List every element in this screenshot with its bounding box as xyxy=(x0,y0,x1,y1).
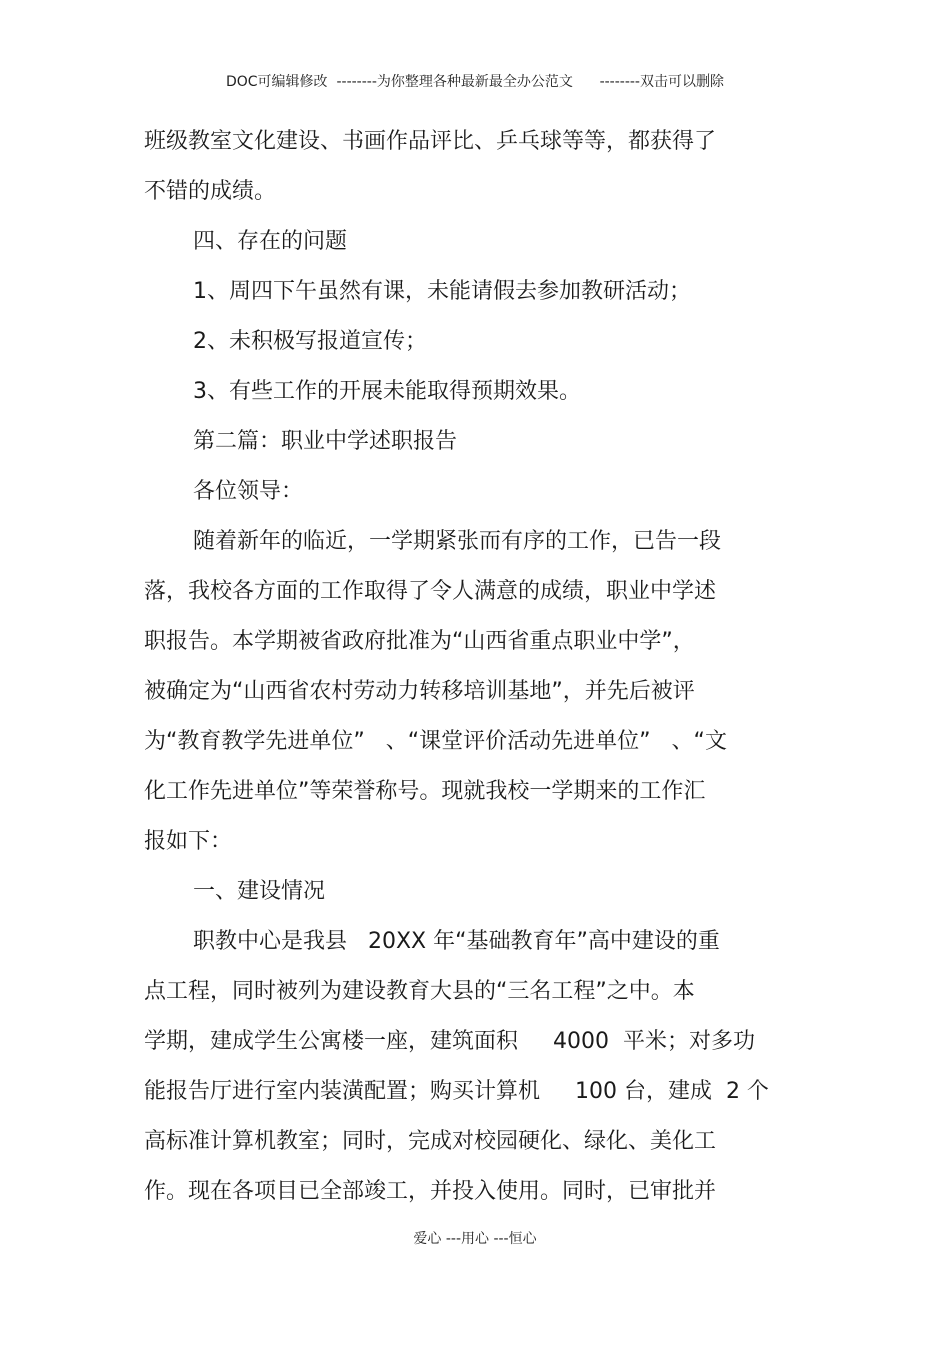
paragraph-line: 不错的成绩。 xyxy=(144,179,277,204)
paragraph-line: 高标准计算机教室；同时，完成对校园硬化、绿化、美化工 xyxy=(144,1129,717,1154)
page-header: DOC可编辑修改 --------为你整理各种最新最全办公范文 --------双击可以删除 xyxy=(225,74,724,90)
salutation: 各位领导： xyxy=(193,479,304,504)
list-item: 2、未积极写报道宣传； xyxy=(193,329,427,354)
paragraph-line: 化工作先进单位”等荣誉称号。现就我校一学期来的工作汇 xyxy=(144,779,706,804)
list-item: 3、有些工作的开展未能取得预期效果。 xyxy=(193,379,581,404)
paragraph-line: 点工程，同时被列为建设教育大县的“三名工程”之中。本 xyxy=(144,979,695,1004)
paragraph-line: 职报告。本学期被省政府批准为“山西省重点职业中学”， xyxy=(144,629,695,654)
section-heading: 一、建设情况 xyxy=(193,879,326,904)
page-footer: 爱心 ---用心 ---恒心 xyxy=(413,1231,537,1247)
paragraph-line: 随着新年的临近，一学期紧张而有序的工作，已告一段 xyxy=(193,529,722,554)
paragraph-line: 职教中心是我县 20XX 年“基础教育年”高中建设的重 xyxy=(193,929,720,954)
section-heading: 四、存在的问题 xyxy=(193,229,348,254)
paragraph-line: 被确定为“山西省农村劳动力转移培训基地”，并先后被评 xyxy=(144,679,695,704)
paragraph-line: 落，我校各方面的工作取得了令人满意的成绩，职业中学述 xyxy=(144,579,717,604)
list-item: 1、周四下午虽然有课，未能请假去参加教研活动； xyxy=(193,279,691,304)
paragraph-line: 作。现在各项目已全部竣工，并投入使用。同时，已审批并 xyxy=(144,1179,717,1204)
paragraph-line: 为“教育教学先进单位” 、“课堂评价活动先进单位” 、“文 xyxy=(144,729,727,754)
paragraph-line: 报如下： xyxy=(144,829,233,854)
paragraph-line: 学期，建成学生公寓楼一座，建筑面积 4000 平米；对多功 xyxy=(144,1029,755,1054)
paragraph-line: 班级教室文化建设、书画作品评比、乒乓球等等，都获得了 xyxy=(144,129,717,154)
article-title: 第二篇：职业中学述职报告 xyxy=(193,429,458,454)
paragraph-line: 能报告厅进行室内装潢配置；购买计算机 100 台，建成 2 个 xyxy=(144,1079,769,1104)
